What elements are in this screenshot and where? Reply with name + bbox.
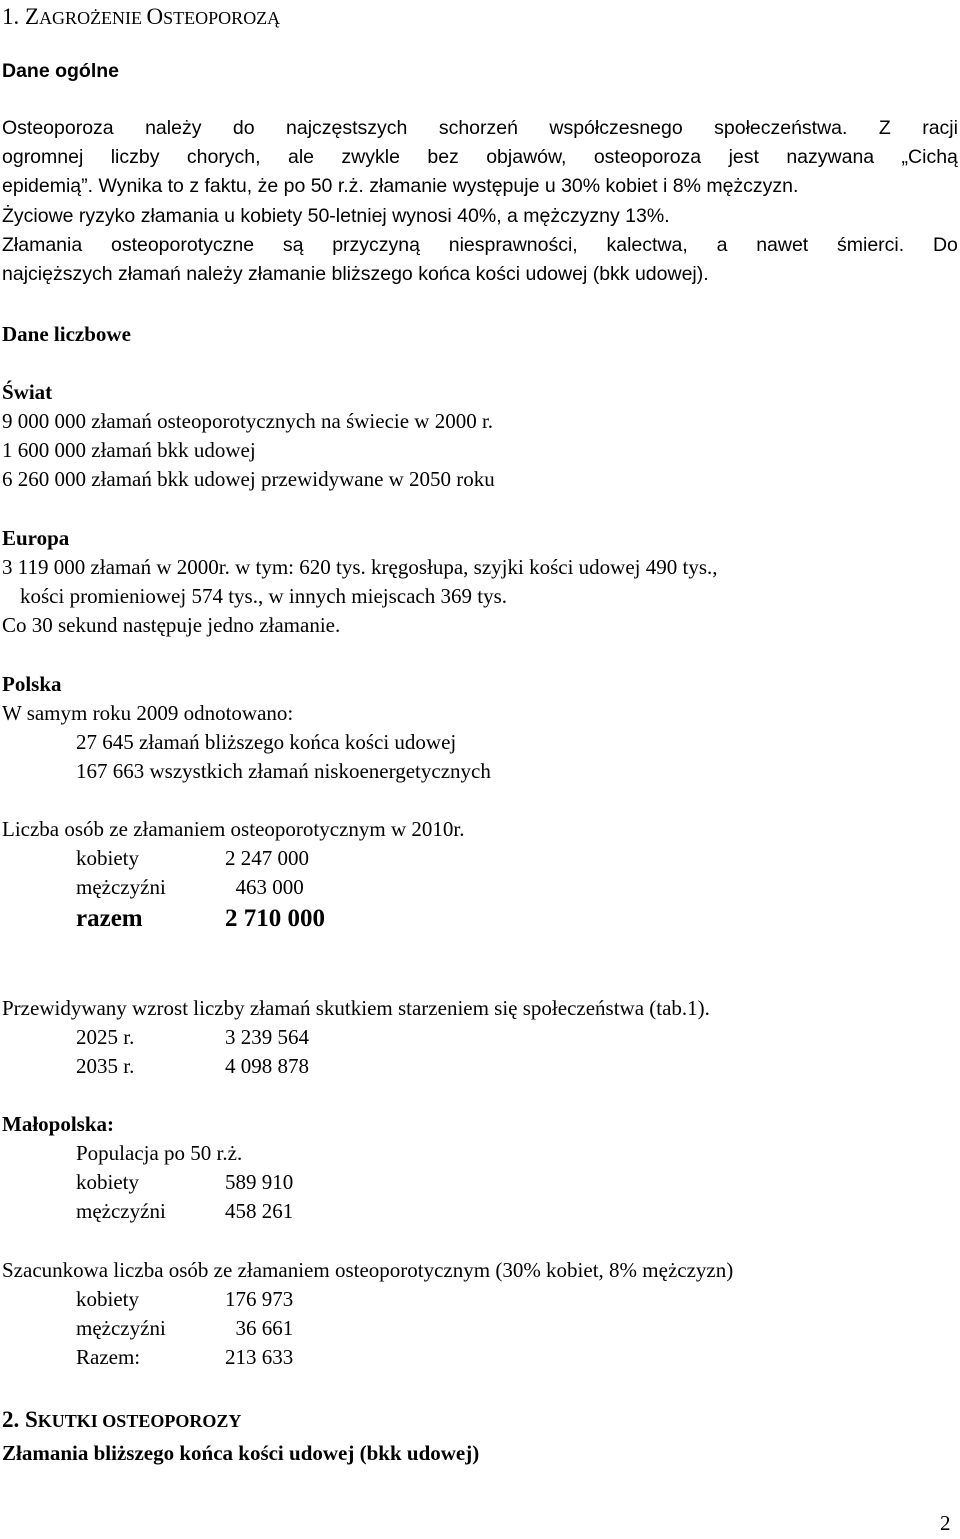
section-2-title — [2, 1408, 241, 1431]
paragraph-word: nawet — [756, 234, 809, 256]
paragraph-word: są — [282, 234, 304, 256]
paragraph-word: „Cichą — [901, 146, 958, 168]
world-line-2: 1 600 000 złamań bkk udowej — [2, 438, 256, 462]
malopolska-heading: Małopolska: — [2, 1112, 115, 1136]
persons-label: mężczyźni — [76, 875, 166, 899]
paragraph-word: ogromnej — [2, 146, 84, 168]
paragraph-word: nazywana — [786, 146, 875, 168]
estimate-row — [76, 1316, 294, 1340]
poland-item-1: 27 645 złamań bliższego końca kości udowej — [76, 730, 457, 754]
paragraph-word: Z — [878, 117, 891, 139]
paragraph-word: należy — [145, 117, 202, 139]
paragraph-line-6: najcięższych złamań należy złamanie bliższego końca kości udowej (bkk udowej). — [2, 263, 709, 285]
paragraph-word: Osteoporoza — [2, 117, 114, 139]
estimate-value: 213 633 — [225, 1345, 294, 1369]
section-1-title — [2, 5, 280, 28]
estimate-label: kobiety — [76, 1287, 139, 1311]
population-row-label: kobiety — [76, 1170, 139, 1194]
persons-heading: Liczba osób ze złamaniem osteoporotycznym w 2010r. — [2, 817, 465, 841]
section-1-number: 1. Z — [2, 4, 40, 29]
estimate-row — [76, 1287, 294, 1311]
paragraph-word: objawów, — [486, 146, 567, 168]
population-row-value: 458 261 — [225, 1199, 294, 1223]
paragraph-word: liczby — [110, 146, 160, 168]
paragraph-word: schorzeń — [438, 117, 518, 139]
paragraph-word: ale — [287, 146, 315, 168]
population-row-label: mężczyźni — [76, 1199, 166, 1223]
paragraph-word: Do — [932, 234, 958, 256]
population-label: Populacja po 50 r.ż. — [76, 1141, 243, 1165]
persons-total-row — [76, 905, 325, 932]
paragraph-line-5 — [2, 236, 958, 256]
world-line-3: 6 260 000 złamań bkk udowej przewidywane w 2050 roku — [2, 467, 495, 491]
world-heading: Świat — [2, 380, 53, 404]
paragraph-word: społeczeństwa. — [714, 117, 848, 139]
forecast-row — [76, 1054, 309, 1078]
paragraph-word: jest — [728, 146, 759, 168]
persons-value: 2 247 000 — [225, 846, 309, 870]
paragraph-word: bez — [427, 146, 459, 168]
paragraph-word: przyczyną — [332, 234, 420, 256]
persons-row — [76, 846, 309, 870]
estimate-value: 36 661 — [225, 1316, 294, 1340]
population-row — [76, 1199, 294, 1223]
paragraph-word: współczesnego — [549, 117, 683, 139]
europe-heading: Europa — [2, 526, 70, 550]
section-2-title-part: KUTKI OSTEOPOROZY — [37, 1411, 242, 1431]
total-label: razem — [76, 905, 143, 932]
section-2-subheading: Złamania bliższego końca kości udowej (bkk udowej) — [2, 1441, 480, 1465]
section-1-title-capital: O — [146, 4, 164, 29]
section-2-number: 2. S — [2, 1407, 38, 1432]
europe-line-1: 3 119 000 złamań w 2000r. w tym: 620 tys. kręgosłupa, szyjki kości udowej 490 tys., — [2, 555, 718, 579]
forecast-heading: Przewidywany wzrost liczby złamań skutkiem starzeniem się społeczeństwa (tab.1). — [2, 996, 710, 1020]
europe-line-2: kości promieniowej 574 tys., w innych miejscach 369 tys. — [20, 584, 508, 608]
paragraph-word: a — [716, 234, 728, 256]
paragraph-word: osteoporotyczne — [110, 234, 255, 256]
persons-row — [76, 875, 304, 899]
forecast-label: 2025 r. — [76, 1025, 135, 1049]
section-1-title-part2: STEOPOROZĄ — [163, 8, 281, 28]
estimate-heading: Szacunkowa liczba osób ze złamaniem osteoporotycznym (30% kobiet, 8% mężczyzn) — [2, 1258, 734, 1282]
population-row-value: 589 910 — [225, 1170, 294, 1194]
general-heading: Dane ogólne — [2, 60, 120, 82]
world-line-1: 9 000 000 złamań osteoporotycznych na świecie w 2000 r. — [2, 409, 494, 433]
forecast-label: 2035 r. — [76, 1054, 135, 1078]
paragraph-line-1 — [2, 119, 958, 139]
paragraph-line-4: Życiowe ryzyko złamania u kobiety 50-letniej wynosi 40%, a mężczyzny 13%. — [2, 205, 670, 227]
population-row — [76, 1170, 294, 1194]
paragraph-word: racji — [922, 117, 958, 139]
estimate-label: Razem: — [76, 1345, 141, 1369]
poland-item-2: 167 663 wszystkich złamań niskoenergetycznych — [76, 759, 491, 783]
poland-heading: Polska — [2, 672, 62, 696]
estimate-row — [76, 1345, 294, 1369]
paragraph-word: najczęstszych — [286, 117, 408, 139]
paragraph-word: osteoporoza — [593, 146, 702, 168]
poland-intro: W samym roku 2009 odnotowano: — [2, 701, 294, 725]
persons-value: 463 000 — [225, 875, 304, 899]
numeric-heading: Dane liczbowe — [2, 322, 131, 346]
paragraph-word: śmierci. — [837, 234, 905, 256]
paragraph-word: Złamania — [2, 234, 83, 256]
paragraph-line-2 — [2, 148, 958, 168]
paragraph-word: kalectwa, — [606, 234, 688, 256]
estimate-value: 176 973 — [225, 1287, 294, 1311]
paragraph-word: do — [232, 117, 255, 139]
europe-line-3: Co 30 sekund następuje jedno złamanie. — [2, 613, 341, 637]
paragraph-line-3: epidemią”. Wynika to z faktu, że po 50 r.ż. złamanie występuje u 30% kobiet i 8% mężczyzn. — [2, 175, 799, 197]
estimate-label: mężczyźni — [76, 1316, 166, 1340]
paragraph-word: niesprawności, — [448, 234, 578, 256]
forecast-row — [76, 1025, 309, 1049]
paragraph-word: chorych, — [186, 146, 261, 168]
page-number: 2 — [940, 1511, 951, 1535]
persons-label: kobiety — [76, 846, 139, 870]
section-1-title-part: AGROŻENIE — [39, 8, 147, 28]
paragraph-word: zwykle — [341, 146, 400, 168]
forecast-value: 4 098 878 — [225, 1054, 309, 1078]
total-value: 2 710 000 — [225, 905, 325, 932]
forecast-value: 3 239 564 — [225, 1025, 309, 1049]
